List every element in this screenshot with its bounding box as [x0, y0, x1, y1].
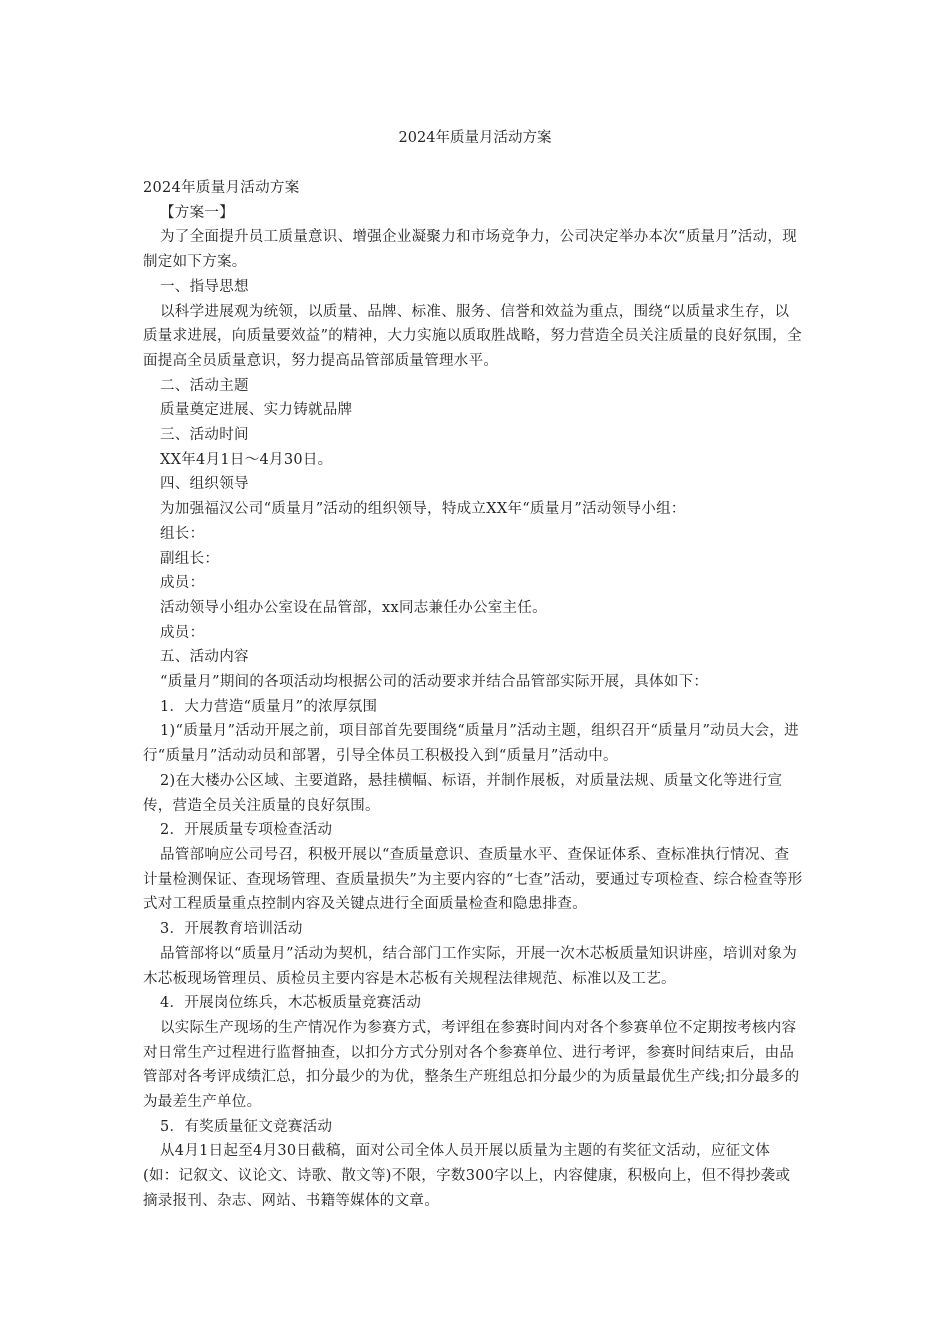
- paragraph: 三、活动时间: [160, 427, 249, 444]
- paragraph: XX年4月1日～4月30日。: [160, 451, 333, 468]
- paragraph: 品管部将以“质量月”活动为契机，结合部门工作实际，开展一次木芯板质量知识讲座，培训对象为木芯板现场管理员、质检员主要内容是木芯板有关规程法律规范、标准以及工艺。: [143, 945, 798, 987]
- paragraph: 质量奠定进展、实力铸就品牌: [160, 402, 353, 419]
- paragraph: 五、活动内容: [160, 649, 249, 666]
- paragraph: 成员：: [160, 624, 205, 641]
- paragraph: 为加强福汉公司“质量月”活动的组织领导，特成立XX年“质量月”活动领导小组：: [160, 501, 686, 518]
- paragraph: 二、活动主题: [160, 377, 249, 394]
- paragraph: 【方案一】: [160, 204, 234, 221]
- paragraph: 副组长：: [160, 550, 220, 567]
- paragraph: “质量月”期间的各项活动均根据公司的活动要求并结合品管部实际开展，具体如下：: [160, 674, 709, 691]
- document-body: [143, 176, 803, 1214]
- paragraph: 以实际生产现场的生产情况作为参赛方式，考评组在参赛时间内对各个参赛单位不定期按考核内容对日常生产过程进行监督抽查，以扣分方式分别对各个参赛单位、进行考评，参赛时间结束后，由品管部对各考评成绩汇总，扣分最少的为优，整条生产班组总扣分最少的为质量最优生产线;扣分最多的为最差生产单位。: [143, 1019, 800, 1111]
- paragraph: 1)“质量月”活动开展之前，项目部首先要围绕“质量月”活动主题，组织召开“质量月”动员大会，进行“质量月”活动动员和部署，引导全体员工积极投入到“质量月”活动中。: [143, 723, 799, 765]
- paragraph: 2024年质量月活动方案: [143, 180, 300, 196]
- paragraph: 4．开展岗位练兵，木芯板质量竞赛活动: [160, 995, 422, 1012]
- paragraph: 2)在大楼办公区域、主要道路，悬挂横幅、标语，并制作展板，对质量法规、质量文化等进行宣传，营造全员关注质量的良好氛围。: [143, 772, 783, 814]
- paragraph: 2．开展质量专项检查活动: [160, 822, 333, 839]
- paragraph: 组长：: [160, 525, 205, 542]
- paragraph: 1．大力营造“质量月”的浓厚氛围: [160, 698, 378, 715]
- paragraph: 为了全面提升员工质量意识、增强企业凝聚力和市场竞争力，公司决定举办本次“质量月”活动，现制定如下方案。: [143, 229, 798, 271]
- paragraph: 3．开展教育培训活动: [160, 921, 303, 938]
- paragraph: 一、指导思想: [160, 278, 249, 295]
- paragraph: 成员：: [160, 575, 205, 592]
- paragraph: 活动领导小组办公室设在品管部，xx同志兼任办公室主任。: [160, 599, 547, 616]
- paragraph: 以科学进展观为统领，以质量、品牌、标准、服务、信誉和效益为重点，围绕“以质量求生存，以质量求进展，向质量要效益”的精神，大力实施以质取胜战略，努力营造全员关注质量的良好氛围，全面提高全员质量意识，努力提高品管部质量管理水平。: [143, 303, 802, 369]
- paragraph: 品管部响应公司号召，积极开展以“查质量意识、查质量水平、查保证体系、查标准执行情况、查计量检测保证、查现场管理、查质量损失”为主要内容的“七查”活动，要通过专项检查、综合检查等形式对工程质量重点控制内容及关键点进行全面质量检查和隐患排查。: [143, 846, 803, 913]
- document-title: 2024年质量月活动方案: [398, 130, 552, 146]
- paragraph: 从4月1日起至4月30日截稿，面对公司全体人员开展以质量为主题的有奖征文活动，应征文体(如：记叙文、议论文、诗歌、散文等)不限，字数300字以上，内容健康，积极向上，但不得抄袭或摘录报刊、杂志、网站、书籍等媒体的文章。: [143, 1143, 791, 1209]
- paragraph: 5．有奖质量征文竞赛活动: [160, 1118, 333, 1135]
- paragraph: 四、组织领导: [160, 476, 249, 493]
